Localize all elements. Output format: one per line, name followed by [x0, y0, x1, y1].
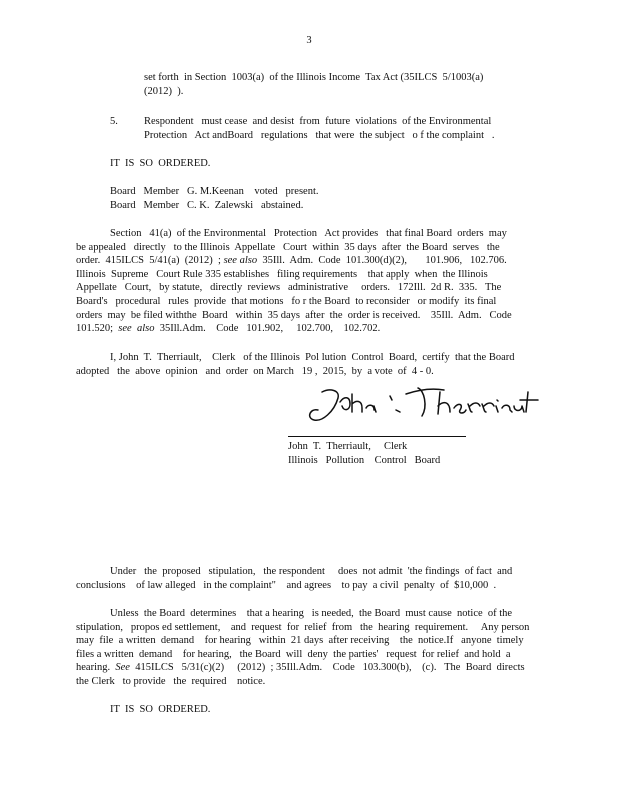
text-line: Under the proposed stipulation, the respondent does not admit 'the findings of fact and: [110, 566, 513, 577]
item-5-text: [144, 115, 534, 142]
text-line: Board Member G. M.Keenan voted present.: [110, 186, 319, 197]
text-line: Illinois Supreme Court Rule 335 establishes filing requirements that apply when the Illinois: [76, 268, 488, 280]
stipulation-paragraph: [76, 565, 512, 592]
continued-text: [144, 71, 534, 98]
text-line: Unless the Board determines that a hearing is needed, the Board must cause notice of the: [110, 608, 513, 619]
page-number: 3: [306, 35, 312, 46]
signatory-organization: Illinois Pollution Control Board: [288, 454, 441, 466]
text-line: conclusions of law alleged in the complaint" and agrees to pay a civil penalty of $10,000 .: [76, 579, 497, 591]
appeal-paragraph: [76, 227, 512, 336]
text-line: 101.520; see also 35Ill.Adm. Code 101.902, 102.700, 102.702.: [76, 323, 381, 335]
text-line: Board Member C. K. Zalewski abstained.: [110, 199, 304, 211]
so-ordered-heading: IT IS SO ORDERED.: [110, 704, 211, 715]
text-line: (2012) ).: [144, 85, 184, 97]
text-line: the Clerk to provide the required notice.: [76, 675, 266, 687]
text-line: be appealed directly to the Illinois Appellate Court within 35 days after the Board serves the: [76, 241, 500, 253]
text-line: may file a written demand for hearing within 21 days after receiving the notice.If anyone timely: [76, 635, 524, 647]
text-line: Respondent must cease and desist from future violations of the Environmental: [144, 116, 492, 127]
text-line: I, John T. Therriault, Clerk of the Illinois Pol lution Control Board, certify that the Board: [110, 352, 515, 363]
text-line: set forth in Section 1003(a) of the Illinois Income Tax Act (35ILCS 5/1003(a): [144, 72, 484, 83]
signature-block: [288, 440, 440, 467]
text-line: Board's procedural rules provide that motions fo r the Board to reconsider or modify its final: [76, 295, 497, 307]
hearing-paragraph: [76, 607, 529, 689]
so-ordered-heading: IT IS SO ORDERED.: [110, 158, 211, 169]
text-line: hearing. See 415ILCS 5/31(c)(2) (2012) ; 35Ill.Adm. Code 103.300(b), (c). The Board directs: [76, 662, 525, 674]
certification-paragraph: [76, 351, 514, 378]
signature-line: [288, 436, 466, 437]
text-line: adopted the above opinion and order on March 19 , 2015, by a vote of 4 - 0.: [76, 365, 434, 377]
text-line: order. 415ILCS 5/41(a) (2012) ; see also 35Ill. Adm. Code 101.300(d)(2), 101.906, 102.706.: [76, 255, 507, 267]
text-line: files a written demand for hearing, the Board will deny the parties' request for relief and hold a: [76, 648, 511, 660]
signatory-name: John T. Therriault, Clerk: [288, 441, 408, 452]
board-members-block: [110, 185, 319, 212]
text-line: Appellate Court, by statute, directly reviews administrative orders. 172Ill. 2d R. 335. The: [76, 282, 502, 294]
text-line: Protection Act andBoard regulations that were the subject o f the complaint .: [144, 129, 495, 141]
item-number: 5.: [110, 116, 118, 127]
handwritten-signature: [300, 378, 550, 438]
text-line: stipulation, propos ed settlement, and request for relief from the hearing requirement. Any person: [76, 621, 530, 633]
text-line: Section 41(a) of the Environmental Protection Act provides that final Board orders may: [110, 228, 507, 239]
text-line: orders may be filed withthe Board within 35 days after the order is received. 35Ill. Adm. Code: [76, 309, 512, 321]
